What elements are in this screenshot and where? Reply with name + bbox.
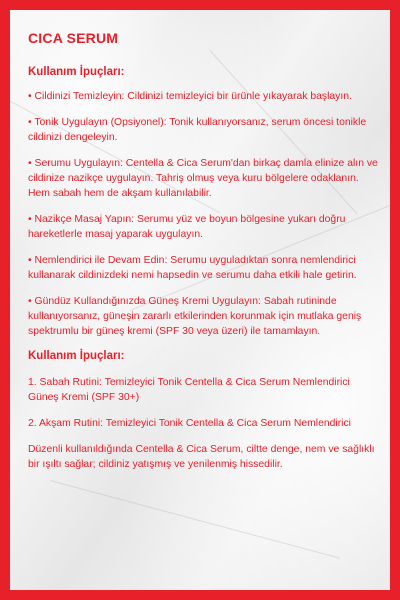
- tip-toner: • Tonik Uygulayın (Opsiyonel): Tonik kullanıyorsanız, serum öncesi tonikle cildinizi dengeleyin.: [28, 117, 367, 143]
- tip-massage: • Nazikçe Masaj Yapın: Serumu yüz ve boyun bölgesine yukarı doğru hareketlerle masaj yaparak uygulayın.: [28, 214, 346, 240]
- page-title: CICA SERUM: [28, 30, 119, 46]
- closing-statement: Düzenli kullanıldığında Centella & Cica Serum, ciltte denge, nem ve sağlıklı bir ışıltı sağlar; cildiniz yatışmış ve yenilenmiş hissedilir.: [28, 444, 375, 470]
- routine-evening: 2. Akşam Rutini: Temizleyici Tonik Centella & Cica Serum Nemlendirici: [28, 418, 351, 429]
- routine-heading: Kullanım İpuçları:: [28, 350, 125, 362]
- tip-apply-serum: • Serumu Uygulayın: Centella & Cica Serum'dan birkaç damla elinize alın ve cildinize nazikçe uygulayın. Tahriş olmuş veya kuru bölgelere odaklanın. Hem sabah hem de akşam kullanılabilir.: [28, 158, 378, 199]
- tip-moisturizer: • Nemlendirici ile Devam Edin: Serumu uyguladıktan sonra nemlendirici kullanarak cildinizdeki nemi hapsedin ve serumu daha etkili hale getirin.: [28, 255, 357, 281]
- marble-card: [10, 10, 390, 590]
- usage-tips-heading: Kullanım İpuçları:: [28, 66, 125, 78]
- tip-sunscreen: • Gündüz Kullandığınızda Güneş Kremi Uygulayın: Sabah rutininde kullanıyorsanız, güneşin zararlı etkilerinden korunmak için mutlaka geniş spektrumlu bir güneş kremi (SPF 30 veya üzeri) ile tamamlayın.: [28, 296, 362, 337]
- content: [28, 30, 378, 483]
- tip-cleanse: • Cildinizi Temizleyin: Cildinizi temizleyici bir ürünle yıkayarak başlayın.: [28, 91, 352, 102]
- routine-morning: 1. Sabah Rutini: Temizleyici Tonik Centella & Cica Serum Nemlendirici Güneş Kremi (SPF 30+): [28, 377, 350, 403]
- marble-vein: [50, 480, 340, 559]
